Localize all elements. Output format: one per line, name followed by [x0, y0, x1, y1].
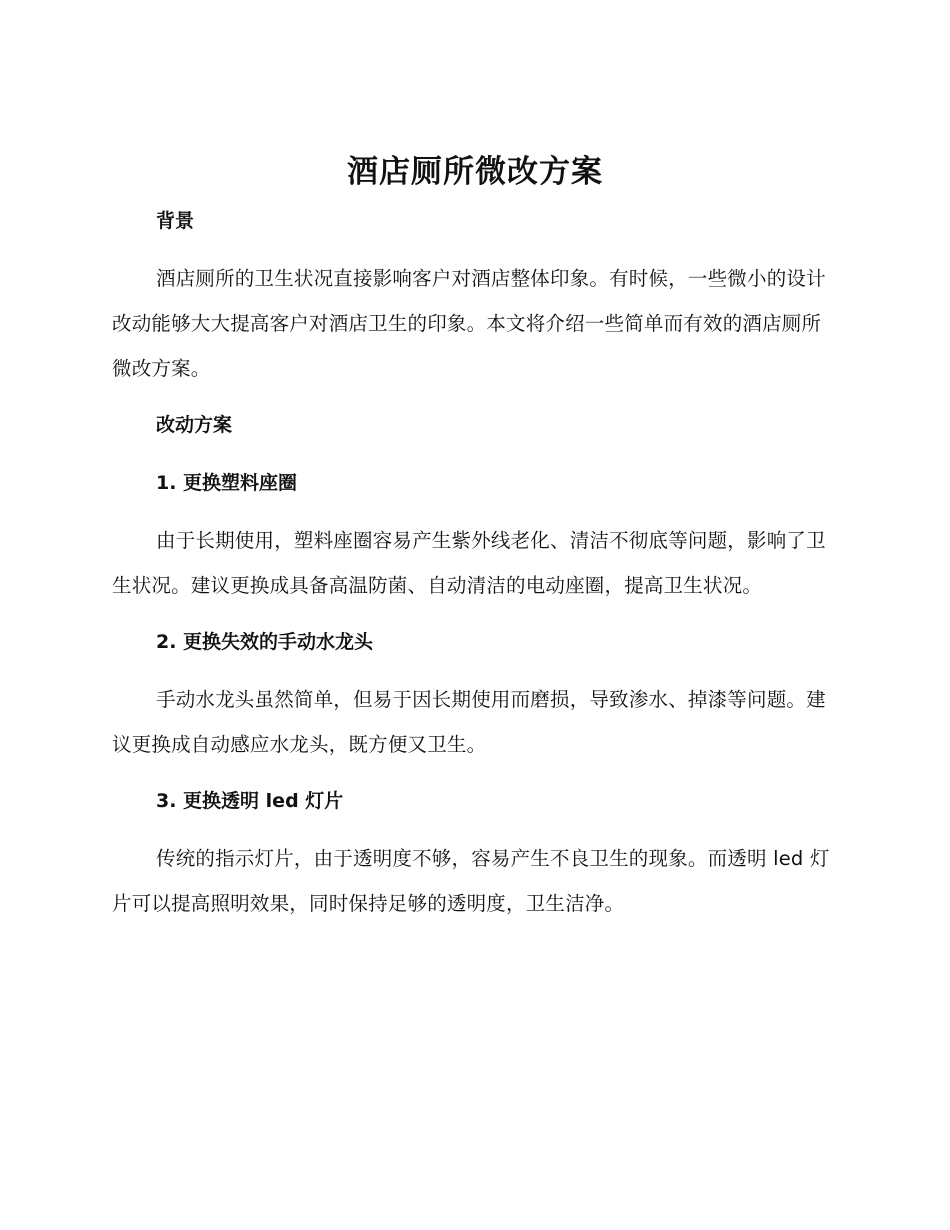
item-2-paragraph: 手动水龙头虽然简单，但易于因长期使用而磨损，导致渗水、掉漆等问题。建议更换成自动感应水龙头，既方便又卫生。	[112, 688, 826, 756]
background-heading: 背景	[156, 210, 195, 232]
background-paragraph: 酒店厕所的卫生状况直接影响客户对酒店整体印象。有时候，一些微小的设计改动能够大大提高客户对酒店卫生的印象。本文将介绍一些简单而有效的酒店厕所微改方案。	[112, 267, 826, 380]
item-1-heading: 1. 更换塑料座圈	[156, 472, 298, 494]
item-2-heading: 2. 更换失效的手动水龙头	[156, 631, 374, 653]
item-3-paragraph: 传统的指示灯片，由于透明度不够，容易产生不良卫生的现象。而透明 led 灯片可以提高照明效果，同时保持足够的透明度，卫生洁净。	[112, 847, 830, 915]
item-1-paragraph: 由于长期使用，塑料座圈容易产生紫外线老化、清洁不彻底等问题，影响了卫生状况。建议更换成具备高温防菌、自动清洁的电动座圈，提高卫生状况。	[112, 529, 826, 597]
plan-heading: 改动方案	[156, 414, 233, 436]
item-3-heading: 3. 更换透明 led 灯片	[156, 790, 344, 812]
document-title: 酒店厕所微改方案	[347, 154, 603, 190]
